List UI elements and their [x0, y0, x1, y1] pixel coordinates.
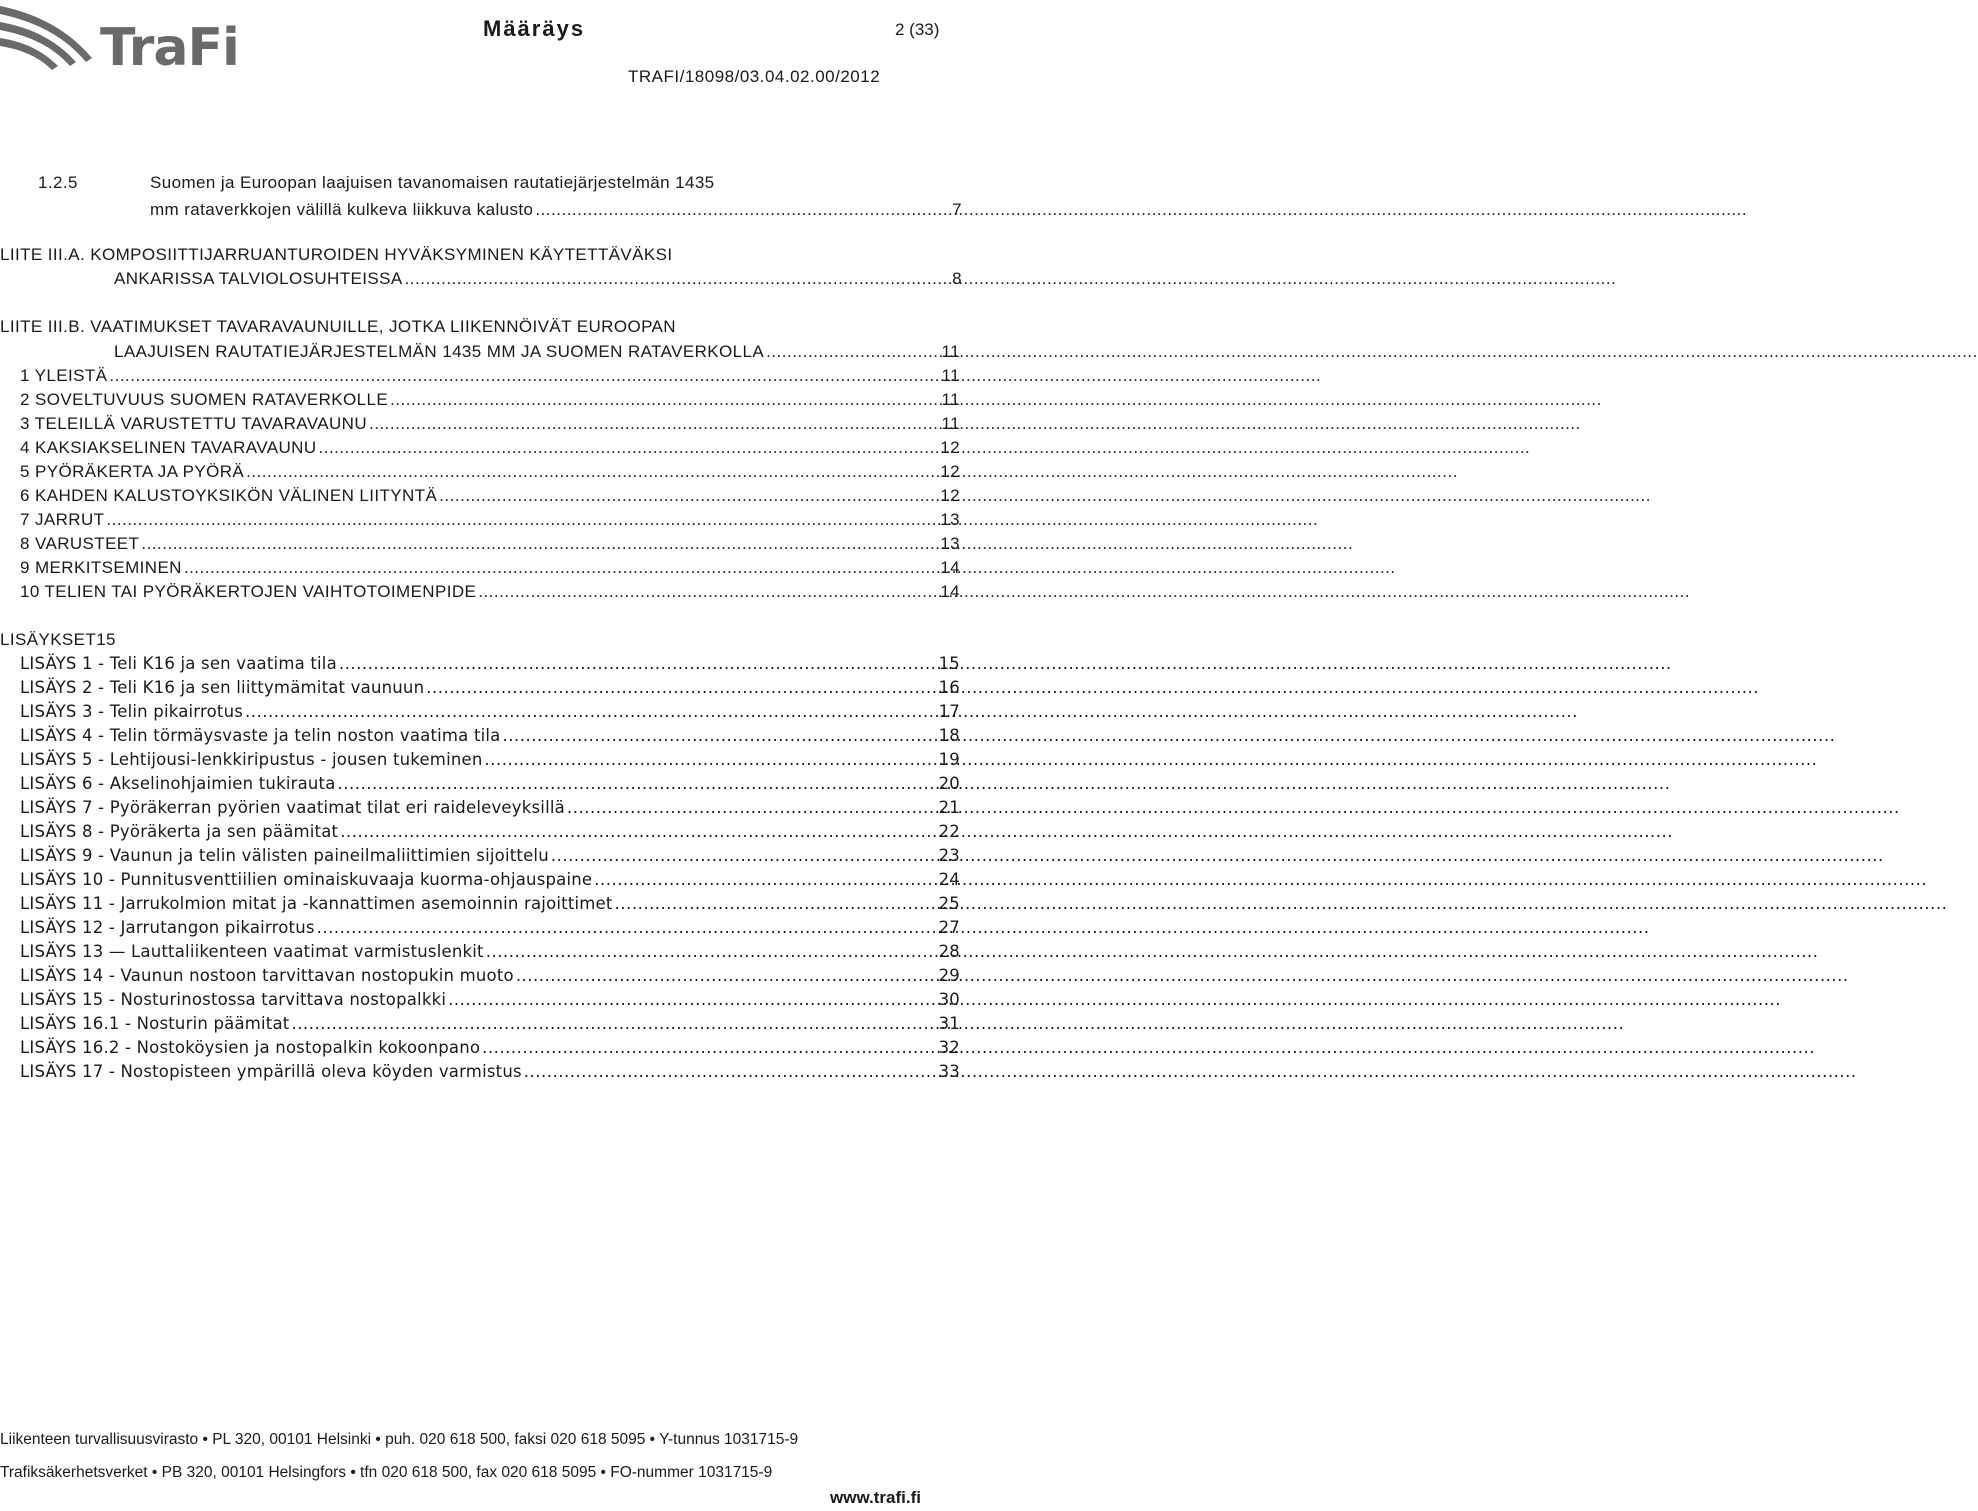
document-reference: TRAFI/18098/03.04.02.00/2012	[628, 67, 881, 86]
dot-leader	[486, 940, 937, 964]
toc-section-page: 11	[941, 366, 960, 385]
toc-appendix-item[interactable]	[20, 1012, 960, 1036]
toc-section-title: 7 JARRUT	[20, 510, 105, 529]
toc-section-item[interactable]	[20, 532, 960, 556]
toc-appendix-item[interactable]	[20, 940, 960, 964]
page-number: 2 (33)	[895, 20, 940, 39]
toc-entry-page: 11	[941, 342, 960, 361]
toc-appendix-title: LISÄYS 12 - Jarrutangon pikairrotus	[20, 918, 315, 937]
toc-appendix-page: 20	[938, 774, 960, 793]
dot-leader	[141, 532, 938, 556]
toc-entry[interactable]	[114, 267, 962, 291]
footer-address-sv: Trafiksäkerhetsverket • PB 320, 00101 Helsingfors • tfn 020 618 500, fax 020 618 5095 • FO-nummer 1031715-9	[0, 1464, 773, 1481]
toc-appendix-page: 24	[938, 870, 960, 889]
dot-leader	[246, 460, 938, 484]
toc-annex-a-line2: ANKARISSA TALVIOLOSUHTEISSA	[114, 269, 403, 288]
toc-appendix-page: 28	[938, 942, 960, 961]
toc-appendix-page: 16	[938, 678, 960, 697]
toc-appendix-page: 29	[938, 966, 960, 985]
toc-section-page: 14	[940, 558, 960, 577]
toc-appendix-title: LISÄYS 17 - Nostopisteen ympärillä oleva köyden varmistus	[20, 1062, 522, 1081]
toc-section-title: 10 TELIEN TAI PYÖRÄKERTOJEN VAIHTOTOIMENPIDE	[20, 582, 477, 601]
toc-appendix-title: LISÄYS 6 - Akselinohjaimien tukirauta	[20, 774, 336, 793]
dot-leader	[535, 198, 944, 222]
toc-appendix-page: 22	[938, 822, 960, 841]
toc-appendix-item[interactable]	[20, 1060, 960, 1084]
toc-appendix-page: 21	[938, 798, 960, 817]
toc-section-item[interactable]	[20, 460, 960, 484]
toc-section-page: 11	[941, 390, 960, 409]
toc-appendix-title: LISÄYS 1 - Teli K16 ja sen vaatima tila	[20, 654, 337, 673]
dot-leader	[448, 988, 936, 1012]
toc-appendix-title: LISÄYS 10 - Punnitusventtiilien ominaiskuvaaja kuorma-ohjauspaine	[20, 870, 593, 889]
toc-section-item[interactable]	[20, 508, 960, 532]
dot-leader	[319, 436, 939, 460]
toc-appendix-title: LISÄYS 2 - Teli K16 ja sen liittymämitat vaunuun	[20, 678, 425, 697]
toc-section-page: 14	[940, 582, 960, 601]
toc-appendix-page: 25	[938, 894, 960, 913]
trafi-logo-swoosh-icon	[0, 0, 110, 80]
toc-entry-page: 8	[952, 269, 962, 288]
toc-appendix-page: 32	[938, 1038, 960, 1057]
toc-appendix-title: LISÄYS 13 — Lauttaliikenteen vaatimat varmistuslenkit	[20, 942, 484, 961]
dot-leader	[390, 388, 939, 412]
dot-leader	[339, 652, 937, 676]
dot-leader	[340, 820, 936, 844]
toc-section-page: 12	[940, 486, 960, 505]
toc-appendix-heading[interactable]: LISÄYKSET15	[0, 630, 116, 649]
toc-section-title: 3 TELEILLÄ VARUSTETTU TAVARAVAUNU	[20, 414, 367, 433]
dot-leader	[482, 1036, 936, 1060]
toc-appendix-title: LISÄYS 3 - Telin pikairrotus	[20, 702, 244, 721]
toc-appendix-item[interactable]	[20, 676, 960, 700]
toc-appendix-item[interactable]	[20, 700, 960, 724]
toc-entry-page: 7	[952, 200, 962, 219]
footer-website-link[interactable]: www.trafi.fi	[830, 1488, 921, 1507]
toc-section-item[interactable]	[20, 388, 960, 412]
toc-section-title: 1 YLEISTÄ	[20, 366, 108, 385]
toc-section-title: 9 MERKITSEMINEN	[20, 558, 182, 577]
toc-appendix-title: LISÄYS 15 - Nosturinostossa tarvittava nostopalkki	[20, 990, 447, 1009]
toc-appendix-title: LISÄYS 8 - Pyöräkerta ja sen päämitat	[20, 822, 339, 841]
toc-appendix-item[interactable]	[20, 652, 960, 676]
toc-section-page: 13	[940, 510, 960, 529]
toc-section-page: 13	[940, 534, 960, 553]
toc-appendix-item[interactable]	[20, 916, 960, 940]
toc-appendix-title: LISÄYS 4 - Telin törmäysvaste ja telin noston vaatima tila	[20, 726, 501, 745]
toc-section-item[interactable]	[20, 412, 960, 436]
toc-appendix-title: LISÄYS 14 - Vaunun nostoon tarvittavan nostopukin muoto	[20, 966, 514, 985]
dot-leader	[615, 892, 937, 916]
dot-leader	[291, 1012, 936, 1036]
toc-section-page: 12	[940, 462, 960, 481]
toc-appendix-item[interactable]	[20, 892, 960, 916]
toc-annex-b-line2: LAAJUISEN RAUTATIEJÄRJESTELMÄN 1435 MM JA SUOMEN RATAVERKOLLA	[114, 342, 765, 361]
footer-address-fi: Liikenteen turvallisuusvirasto • PL 320, 00101 Helsinki • puh. 020 618 500, faksi 020 618 5095 • Y-tunnus 1031715-9	[0, 1431, 799, 1448]
toc-appendix-item[interactable]	[20, 724, 960, 748]
toc-section-page: 11	[941, 414, 960, 433]
toc-appendix-page: 31	[938, 1014, 960, 1033]
toc-appendix-item[interactable]	[20, 868, 960, 892]
toc-section-item[interactable]	[20, 436, 960, 460]
toc-section-item[interactable]	[20, 484, 960, 508]
dot-leader	[524, 1060, 937, 1084]
dot-leader	[338, 772, 937, 796]
toc-appendix-title: LISÄYS 5 - Lehtijousi-lenkkiripustus - jousen tukeminen	[20, 750, 483, 769]
toc-section-title: 6 KAHDEN KALUSTOYKSIKÖN VÄLINEN LIITYNTÄ	[20, 486, 438, 505]
toc-appendix-page: 33	[938, 1062, 960, 1081]
trafi-logo	[0, 0, 239, 80]
toc-appendix-page: 17	[938, 702, 960, 721]
dot-leader	[106, 508, 938, 532]
toc-appendix-page: 30	[938, 990, 960, 1009]
toc-appendix-title: LISÄYS 11 - Jarrukolmion mitat ja -kannattimen asemoinnin rajoittimet	[20, 894, 613, 913]
toc-appendix-title: LISÄYS 16.2 - Nostoköysien ja nostopalkin kokoonpano	[20, 1038, 481, 1057]
toc-section-title: 4 KAKSIAKSELINEN TAVARAVAUNU	[20, 438, 317, 457]
toc-section-title: 2 SOVELTUVUUS SUOMEN RATAVERKOLLE	[20, 390, 389, 409]
toc-section-item[interactable]	[20, 580, 960, 604]
toc-appendix-item[interactable]	[20, 964, 960, 988]
dot-leader	[426, 676, 936, 700]
toc-appendix-title: LISÄYS 7 - Pyöräkerran pyörien vaatimat tilat eri raideleveyksillä	[20, 798, 565, 817]
dot-leader	[478, 580, 938, 604]
toc-appendix-item[interactable]	[20, 1036, 960, 1060]
dot-leader	[317, 916, 937, 940]
dot-leader	[766, 340, 939, 364]
toc-appendix-item[interactable]	[20, 844, 960, 868]
toc-appendix-page: 19	[938, 750, 960, 769]
toc-section-page: 12	[940, 438, 960, 457]
dot-leader	[109, 364, 939, 388]
dot-leader	[503, 724, 937, 748]
dot-leader	[551, 844, 937, 868]
document-type: Määräys	[483, 16, 586, 41]
dot-leader	[594, 868, 936, 892]
toc-annex-b-line1[interactable]: LIITE III.B. VAATIMUKSET TAVARAVAUNUILLE, JOTKA LIIKENNÖIVÄT EUROOPAN	[0, 317, 676, 336]
toc-entry-title-line2: mm rataverkkojen välillä kulkeva liikkuva kalusto	[150, 200, 534, 219]
dot-leader	[567, 796, 937, 820]
toc-appendix-item[interactable]	[20, 820, 960, 844]
dot-leader	[184, 556, 938, 580]
toc-annex-a-line1[interactable]: LIITE III.A. KOMPOSIITTIJARRUANTUROIDEN HYVÄKSYMINEN KÄYTETTÄVÄKSI	[0, 245, 673, 264]
toc-entry-number: 1.2.5	[38, 173, 78, 192]
toc-section-item[interactable]	[20, 556, 960, 580]
dot-leader	[405, 267, 945, 291]
toc-section-item[interactable]	[20, 364, 960, 388]
toc-appendix-page: 27	[938, 918, 960, 937]
dot-leader	[245, 700, 937, 724]
toc-appendix-title: LISÄYS 16.1 - Nosturin päämitat	[20, 1014, 290, 1033]
toc-appendix-item[interactable]	[20, 772, 960, 796]
dot-leader	[485, 748, 937, 772]
toc-appendix-page: 18	[938, 726, 960, 745]
toc-entry[interactable]	[114, 340, 960, 364]
logo-wordmark: TraFi	[100, 18, 239, 78]
toc-section-title: 8 VARUSTEET	[20, 534, 140, 553]
toc-appendix-page: 23	[938, 846, 960, 865]
toc-appendix-item[interactable]	[20, 796, 960, 820]
toc-appendix-page: 15	[938, 654, 960, 673]
toc-entry[interactable]	[150, 198, 962, 222]
dot-leader	[516, 964, 937, 988]
toc-appendix-item[interactable]	[20, 988, 960, 1012]
dot-leader	[439, 484, 938, 508]
toc-appendix-title: LISÄYS 9 - Vaunun ja telin välisten paineilmaliittimien sijoittelu	[20, 846, 549, 865]
toc-appendix-item[interactable]	[20, 748, 960, 772]
toc-entry-title-line1[interactable]: Suomen ja Euroopan laajuisen tavanomaisen rautatiejärjestelmän 1435	[150, 173, 715, 192]
dot-leader	[369, 412, 940, 436]
toc-section-title: 5 PYÖRÄKERTA JA PYÖRÄ	[20, 462, 245, 481]
